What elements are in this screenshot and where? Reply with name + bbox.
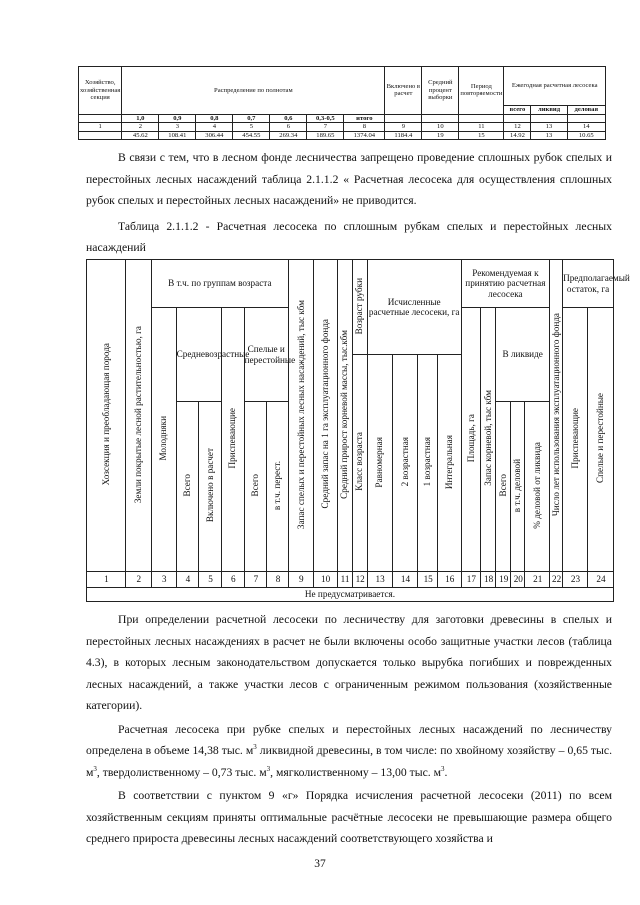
paragraph-1 <box>86 147 612 259</box>
col-num: 7 <box>307 123 344 132</box>
header-text: Средний запас на 1 га эксплуатационного фонда <box>319 319 330 509</box>
col-liq-pct <box>525 402 550 572</box>
col-num: 14 <box>392 572 418 588</box>
col-mid-incl <box>199 402 222 572</box>
sub-all: всего <box>504 106 531 115</box>
superscript: 3 <box>441 764 445 773</box>
col-num: 16 <box>437 572 461 588</box>
data-row <box>79 131 606 140</box>
header-text: Средний прирост корневой массы, тыс.кбм <box>339 329 350 499</box>
header-avg-percent: Средний процент выборки <box>422 67 459 115</box>
p3-part: Расчетная лесосека при рубке спелых и перестойных лесных насаждений по лесничеству определена в объеме 14,38 тыс. м <box>86 722 612 757</box>
paragraph-text: В связи с тем, что в лесном фонде лесничества запрещено проведение сплошных рубок спелых и перестойных лесных насаждений таблица 2.1.1.2 « Расчетная лесосека для осуществления сплошных рубок спелых и перестойных лесных насаждений» не приводится. <box>86 151 612 207</box>
col-liquid: В ликвиде <box>496 308 550 402</box>
col-num: 1 <box>79 123 122 132</box>
column-number-row <box>79 123 606 132</box>
col-mature: Спелые и перестойные <box>244 308 288 402</box>
col-liq-all <box>496 402 511 572</box>
header-period: Период повторяемости <box>459 67 504 115</box>
header-text: Возраст рубки <box>354 277 365 334</box>
cell: 14.92 <box>504 131 531 140</box>
cell: 13 <box>531 131 567 140</box>
col-num: 3 <box>151 572 176 588</box>
superscript: 3 <box>93 764 97 773</box>
cell: 108.41 <box>159 131 196 140</box>
cell: 15 <box>459 131 504 140</box>
col-avg-stock <box>313 260 337 572</box>
col-rest-ripening <box>563 308 588 572</box>
col-num: 9 <box>385 123 422 132</box>
col-rootstock <box>481 308 496 572</box>
col-mat-over <box>267 402 289 572</box>
column-number-row <box>87 572 614 588</box>
col-num: 23 <box>563 572 588 588</box>
col-calc: Исчисленные расчетные лесосеки, га <box>367 260 461 355</box>
density-cell: 0,3-0,5 <box>307 114 344 123</box>
col-age-groups: В т.ч. по группам возраста <box>151 260 288 308</box>
cell: 306.44 <box>196 131 233 140</box>
p3-part: . <box>444 765 448 779</box>
col-num: 6 <box>221 572 244 588</box>
cell: 189.65 <box>307 131 344 140</box>
header-text: 2 возрастная <box>399 437 410 487</box>
col-1age <box>418 355 437 572</box>
p3-part: , твердолиственному – 0,73 тыс. м <box>96 765 267 779</box>
annual-cut-table <box>78 66 606 140</box>
header-farm: Хозяйство, хозяйственная секция <box>79 67 122 115</box>
col-area <box>461 308 480 572</box>
density-cell: 1,0 <box>122 114 159 123</box>
header-text: Молодняки <box>158 415 169 461</box>
header-text: Запас корневой, тыс кбм <box>482 390 493 487</box>
col-integral <box>437 355 461 572</box>
col-num: 5 <box>233 123 270 132</box>
col-land <box>125 260 151 572</box>
header-text: Интегральная <box>443 434 454 489</box>
col-num: 17 <box>461 572 480 588</box>
col-num: 24 <box>587 572 613 588</box>
header-distribution: Распределение по полнотам <box>122 67 385 115</box>
col-num: 8 <box>267 572 289 588</box>
col-liq-bus <box>511 402 525 572</box>
col-num: 22 <box>550 572 563 588</box>
col-num: 18 <box>481 572 496 588</box>
col-growth <box>337 260 352 572</box>
col-stock <box>288 260 313 572</box>
col-num: 3 <box>159 123 196 132</box>
page-number: 37 <box>314 858 326 870</box>
col-years <box>550 260 563 572</box>
col-hoz <box>87 260 126 572</box>
col-num: 2 <box>125 572 151 588</box>
col-num: 12 <box>352 572 367 588</box>
header-text: Равномерная <box>374 436 385 488</box>
cell: 19 <box>422 131 459 140</box>
col-rotation <box>352 260 367 355</box>
sub-business: деловая <box>567 106 605 115</box>
col-num: 8 <box>344 123 385 132</box>
density-cell: 0,6 <box>270 114 307 123</box>
header-text: Земли покрытые лесной растительностью, га <box>133 325 144 503</box>
col-age-class <box>352 355 367 572</box>
body-text <box>86 609 612 850</box>
density-cell: итого <box>344 114 385 123</box>
col-2age <box>392 355 418 572</box>
header-text: Запас спелых и перестойных лесных насаждений, тыс кбм <box>295 299 306 529</box>
header-text: Хозсекция и преобладающая порода <box>100 343 111 486</box>
p3-part: ликвидной древесины, в том числе: по хвойному хозяйству – 0,65 тыс. м <box>86 744 613 779</box>
header-text: Включено в расчет <box>204 448 215 523</box>
col-mid: Средневозрастные <box>176 308 221 402</box>
not-provided-row <box>87 588 614 602</box>
cut-table-2-1-1-2 <box>86 259 630 602</box>
col-recommended: Рекомендуемая к принятию расчетная лесосека <box>461 260 550 308</box>
col-mat-all <box>244 402 267 572</box>
col-num: 13 <box>531 123 567 132</box>
col-num: 1 <box>87 572 126 588</box>
header-text: Спелые и перестойные <box>595 393 606 484</box>
cell: 1184.4 <box>385 131 422 140</box>
header-text: Площадь, га <box>465 414 476 463</box>
paragraph-4: В соответствии с пунктом 9 «г» Порядка исчисления расчетной лесосеки (2011) по всем хозяйственным секциям приняты оптимальные расчётные лесосеки не превышающие размера общего среднего прироста древесины лесных насаждений соответствующего хозяйства и <box>86 789 612 845</box>
header-text: Число лет использования эксплуатационного фонда <box>550 312 561 516</box>
col-num: 4 <box>196 123 233 132</box>
superscript: 3 <box>253 743 257 752</box>
col-num: 10 <box>313 572 337 588</box>
cell: 269.34 <box>270 131 307 140</box>
col-num: 21 <box>525 572 550 588</box>
col-num: 19 <box>496 572 511 588</box>
col-num: 20 <box>511 572 525 588</box>
col-num: 2 <box>122 123 159 132</box>
paragraph-3 <box>86 719 612 784</box>
col-num: 10 <box>422 123 459 132</box>
header-text: Приспевающие <box>227 407 238 469</box>
col-ripening <box>221 308 244 572</box>
cell: 45.62 <box>122 131 159 140</box>
not-provided-text: Не предусматривается. <box>87 588 614 602</box>
col-num: 9 <box>288 572 313 588</box>
col-num: 14 <box>567 123 605 132</box>
cell: 10.65 <box>567 131 605 140</box>
cell: 1374.04 <box>344 131 385 140</box>
density-cell: 0,9 <box>159 114 196 123</box>
header-text: в т.ч. перест. <box>272 460 283 510</box>
col-num: 7 <box>244 572 267 588</box>
superscript: 3 <box>266 764 271 773</box>
cell <box>79 131 122 140</box>
header-annual: Ежегодная расчетная лесосека <box>504 67 606 106</box>
header-text: Всего <box>497 474 508 497</box>
col-mid-all <box>176 402 199 572</box>
paragraph-2: При определении расчетной лесосеки по лесничеству для заготовки древесины в спелых и перестойных лесных насаждениях в расчет не были включены особо защитные участки лесов (таблица 4.3), в которых лесным законодательством допускается только вырубка погибших и поврежденных лесных насаждений, а также участки лесов с ограниченным режимом пользования (хозяйственные категории). <box>86 613 612 712</box>
density-cell: 0,7 <box>233 114 270 123</box>
header-text: Класс возраста <box>354 432 365 492</box>
col-num: 15 <box>418 572 437 588</box>
col-rest: Предполагаемый остаток, га <box>563 260 614 308</box>
density-cell: 0,8 <box>196 114 233 123</box>
header-text: Всего <box>250 474 261 497</box>
col-num: 5 <box>199 572 222 588</box>
sub-liquid: ликвид <box>531 106 567 115</box>
p3-part: , мягколиственному – 13,00 тыс. м <box>270 765 442 779</box>
header-text: Приспевающие <box>569 407 580 469</box>
col-num: 12 <box>504 123 531 132</box>
col-even <box>367 355 392 572</box>
header-text: % деловой от ликвида <box>531 442 542 529</box>
header-text: Всего <box>182 474 193 497</box>
density-row <box>79 114 606 123</box>
col-rest-mature <box>587 308 613 572</box>
header-text: в т.ч. деловой <box>512 458 523 512</box>
col-young <box>151 308 176 572</box>
col-num: 11 <box>337 572 352 588</box>
header-text: 1 возрастная <box>422 437 433 487</box>
header-included: Включено в расчет <box>385 67 422 115</box>
table-caption: Таблица 2.1.1.2 - Расчетная лесосека по сплошным рубкам спелых и перестойных лесных насаждений <box>86 219 612 254</box>
col-num: 6 <box>270 123 307 132</box>
col-num: 11 <box>459 123 504 132</box>
col-num: 13 <box>367 572 392 588</box>
cell: 454.55 <box>233 131 270 140</box>
col-num: 4 <box>176 572 199 588</box>
